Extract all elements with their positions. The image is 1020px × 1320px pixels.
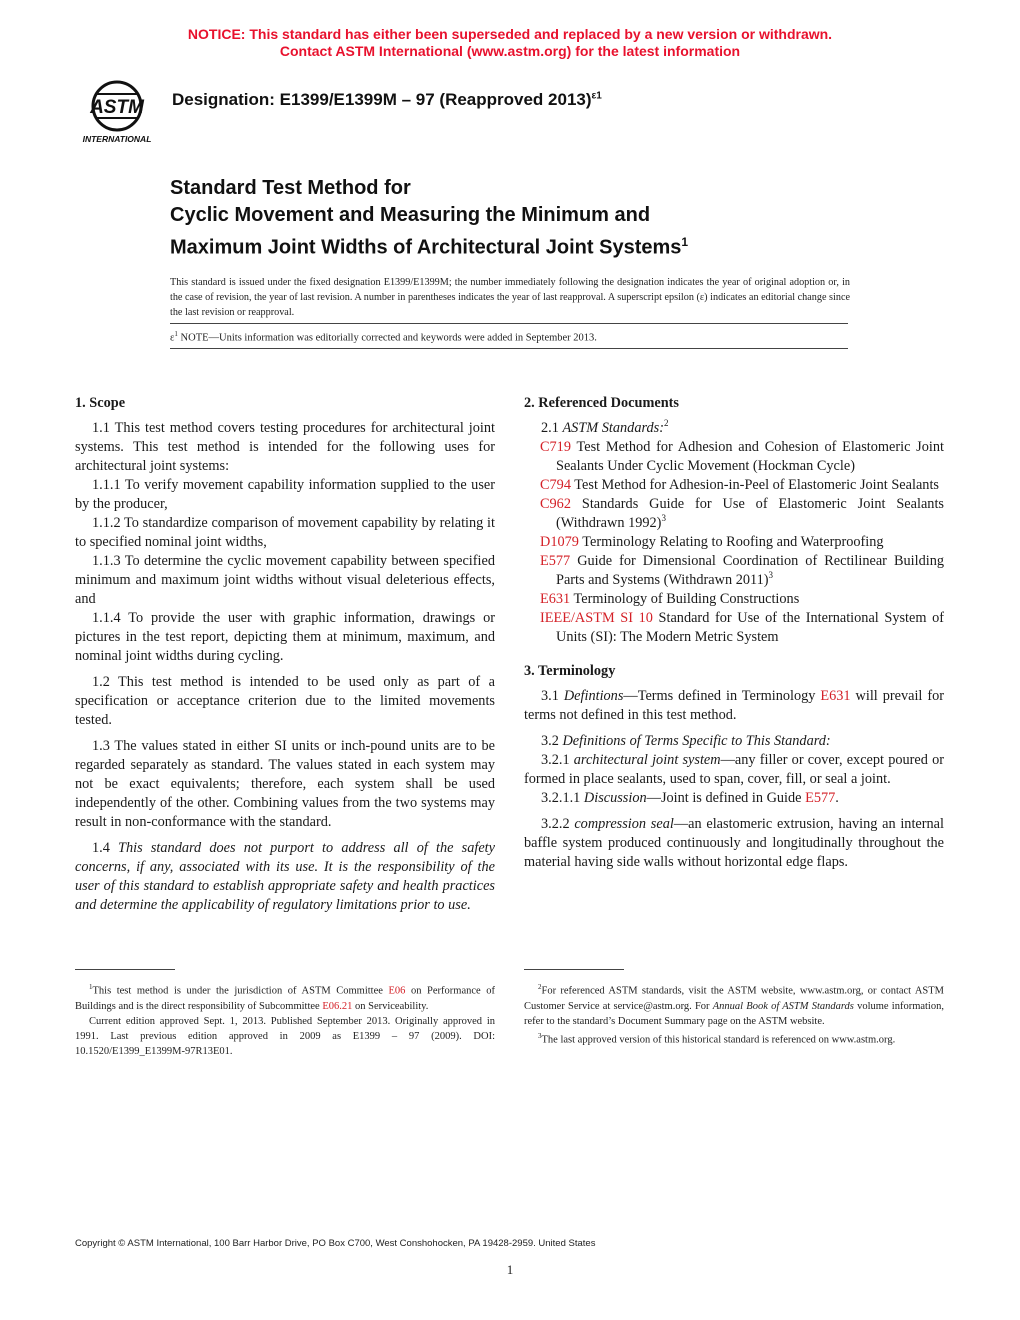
footnote-link-e06-21[interactable]: E06.21: [322, 1000, 353, 1012]
scope-heading: 1. Scope: [75, 395, 126, 411]
reference-link-si10[interactable]: IEEE/ASTM SI 10: [540, 610, 653, 626]
right-column: [524, 394, 944, 872]
astm-logo: [74, 76, 160, 146]
para-1-1-1: 1.1.1 To verify movement capability information supplied to the user by the producer,: [75, 477, 495, 512]
reference-link-c794[interactable]: C794: [540, 477, 571, 493]
issued-note: This standard is issued under the fixed designation E1399/E1399M; the number immediately following the designation indicates the year of original adoption or, in the case of revision, the year of last revision. A number in parentheses indicates the year of last reapproval. A superscript epsilon (ε) indicates an editorial change since the last revision or reapproval.: [170, 277, 850, 318]
designation-sup: ε1: [591, 90, 602, 102]
reference-link-e577[interactable]: E577: [540, 553, 571, 569]
notice-line-1: NOTICE: This standard has either been superseded and replaced by a new version or withdrawn.: [187, 26, 833, 42]
para-3-2-2: 3.2.2 compression seal—an elastomeric extrusion, having an internal baffle system produced continuously and longitudinally throughout the material having side walls without horizontal edge flaps.: [524, 816, 944, 870]
para-1-1-2: 1.1.2 To standardize comparison of movement capability by relating it to specified nominal joint widths,: [75, 515, 495, 550]
title-sup: 1: [681, 235, 689, 249]
page-number: 1: [506, 1262, 514, 1277]
para-1-2: 1.2 This test method is intended to be used only as part of a specification or acceptance criterion due to the limited movements tested.: [75, 674, 495, 728]
reference-item: C719 Test Method for Adhesion and Cohesion of Elastomeric Joint Sealants Under Cyclic Movement (Hockman Cycle): [540, 439, 944, 474]
para-3-2: 3.2 Definitions of Terms Specific to This Standard:: [541, 733, 831, 749]
term-link-e631[interactable]: E631: [820, 688, 851, 704]
title-line-2: Cyclic Movement and Measuring the Minimum and: [170, 204, 651, 226]
footnote-1: $^1$This test method is under the jurisdiction of ASTM Committee E06 on Performance of Buildings and is the direct responsibility of Subcommittee E06.21 on Serviceability.: [75, 983, 495, 1012]
footnote-3: $^3$The last approved version of this historical standard is referenced on www.astm.org.: [538, 1032, 896, 1046]
para-1-1-3: 1.1.3 To determine the cyclic movement capability between specified minimum and maximum joint widths without visual deleterious effects, and: [75, 553, 495, 607]
designation-text: Designation: E1399/E1399M – 97 (Reapproved 2013): [172, 90, 592, 109]
para-3-2-1: 3.2.1 architectural joint system—any filler or cover, except poured or formed in place sealants, used to span, cover, fill, or seal a joint.: [524, 752, 944, 787]
footnote-link-e06[interactable]: E06: [388, 985, 406, 997]
copyright: Copyright © ASTM International, 100 Barr Harbor Drive, PO Box C700, West Conshohocken, PA 19428-2959. United States: [75, 1238, 596, 1249]
designation: [172, 90, 602, 110]
note-rule-bottom: [170, 348, 848, 349]
para-3-2-1-1: 3.2.1.1 Discussion—Joint is defined in Guide E577.: [541, 790, 839, 806]
reference-item: IEEE/ASTM SI 10 Standard for Use of the International System of Units (SI): The Modern Metric System: [540, 610, 945, 645]
notice-line-2: Contact ASTM International (www.astm.org) for the latest information: [279, 43, 741, 59]
epsilon-note: $\varepsilon^1$ NOTE—Units information was editorially corrected and keywords were added in September 2013.: [170, 330, 597, 344]
logo-subtitle: INTERNATIONAL: [82, 134, 152, 144]
reference-link-e631[interactable]: E631: [540, 591, 571, 607]
footnotes-left: [75, 980, 495, 1060]
para-1-1-4: 1.1.4 To provide the user with graphic information, drawings or pictures in the test report, depicting them at minimum, maximum, and nominal joint widths during cycling.: [75, 610, 495, 664]
title-line-1: Standard Test Method for: [170, 177, 411, 199]
reference-item: E577 Guide for Dimensional Coordination of Rectilinear Building Parts and Systems (Withdrawn 2011)$^3$: [540, 553, 944, 588]
para-1-4: 1.4 This standard does not purport to address all of the safety concerns, if any, associated with its use. It is the responsibility of the user of this standard to establish appropriate safety and health practices and determine the applicability of regulatory limitations prior to use.: [75, 840, 495, 913]
footnote-rule-right: [524, 969, 624, 970]
reference-item: C794 Test Method for Adhesion-in-Peel of Elastomeric Joint Sealants: [540, 477, 939, 493]
footnote-rule-left: [75, 969, 175, 970]
note-rule-top: [170, 323, 848, 324]
notice-banner: [0, 26, 1020, 60]
reference-list: [524, 438, 944, 647]
reference-item: D1079 Terminology Relating to Roofing and Waterproofing: [540, 534, 884, 550]
reference-item: E631 Terminology of Building Constructions: [540, 591, 800, 607]
footnotes-right: [524, 980, 944, 1048]
footnote-1-edition: Current edition approved Sept. 1, 2013. Published September 2013. Originally approved in 1991. Last previous edition approved in 2009 as E1399 – 97 (2009). DOI: 10.1520/E1399_E1399M-97R13E01.: [75, 1015, 495, 1058]
left-column: [75, 394, 495, 915]
para-2-1: 2.1 ASTM Standards:$^2$: [541, 418, 669, 436]
para-1-3: 1.3 The values stated in either SI units or inch-pound units are to be regarded separately as standard. The values stated in each system may not be exact equivalents; therefore, each system shall be used independently of the other. Combining values from the two systems may result in non-conformance with the standard.: [75, 738, 495, 830]
footnote-2: $^2$For referenced ASTM standards, visit the ASTM website, www.astm.org, or contact ASTM Customer Service at service@astm.org. For Annual Book of ASTM Standards volume information, refer to the standard’s Document Summary page on the ASTM website.: [524, 983, 944, 1027]
document-title: [170, 175, 870, 262]
reference-item: C962 Standards Guide for Use of Elastomeric Joint Sealants (Withdrawn 1992)$^3$: [540, 496, 944, 531]
title-line-3: Maximum Joint Widths of Architectural Joint Systems: [170, 236, 682, 259]
term-link-e577[interactable]: E577: [805, 790, 836, 806]
referenced-heading: 2. Referenced Documents: [524, 395, 679, 411]
para-1-1: 1.1 This test method covers testing procedures for architectural joint systems. This test method is intended for the following uses for architectural joint systems:: [75, 420, 495, 474]
terminology-heading: 3. Terminology: [524, 663, 616, 679]
reference-link-d1079[interactable]: D1079: [540, 534, 579, 550]
reference-link-c962[interactable]: C962: [540, 496, 571, 512]
reference-link-c719[interactable]: C719: [540, 439, 571, 455]
logo-text: ASTM: [90, 97, 144, 118]
para-3-1: 3.1 Defintions—Terms defined in Terminology E631 will prevail for terms not defined in this test method.: [524, 688, 945, 723]
